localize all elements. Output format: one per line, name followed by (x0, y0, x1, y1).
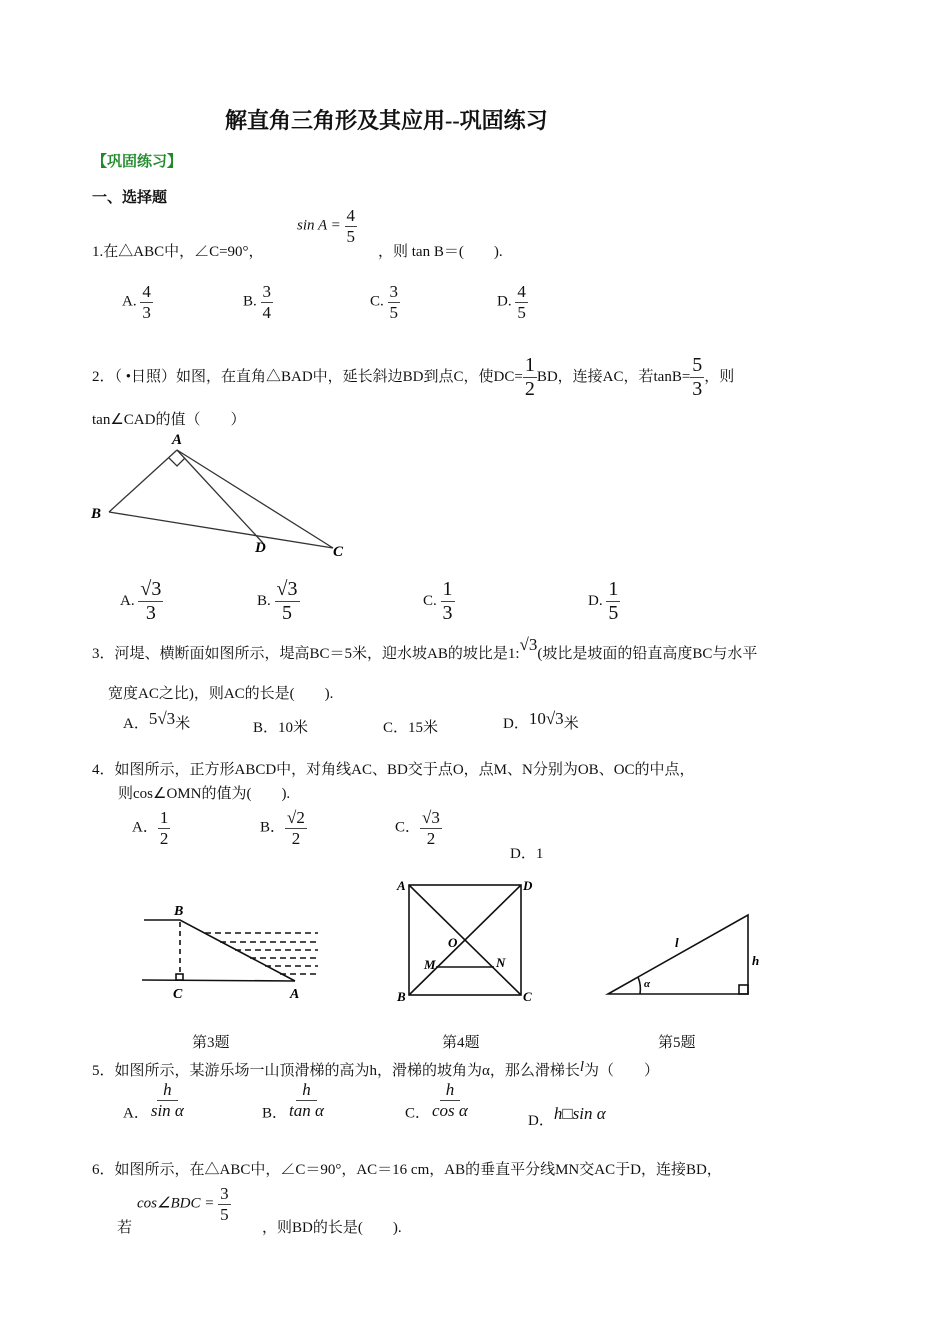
q6-given-den: 5 (220, 1204, 229, 1224)
option-den: 3 (145, 602, 156, 624)
option-num: 1 (159, 808, 169, 827)
q2-option-d[interactable] (588, 578, 620, 625)
option-num: 3 (262, 282, 272, 301)
q5-option-d[interactable] (528, 1104, 606, 1130)
option-num: 4 (142, 282, 151, 301)
q3-option-d[interactable] (503, 709, 579, 733)
option-num: h (157, 1080, 178, 1101)
option-unit: 米 (293, 720, 309, 736)
fig5-label-h: h (752, 953, 760, 968)
q1-option-b[interactable] (243, 282, 273, 322)
q4-option-a[interactable] (132, 808, 170, 848)
q2-triangle-figure (85, 428, 355, 563)
q2-text-b: BD，连接AC，若tanB= (536, 368, 691, 385)
option-label: B． (262, 1105, 288, 1122)
q3-line2: 宽度AC之比)，则AC的长是( ). (108, 686, 334, 702)
section-heading: 一、选择题 (92, 190, 168, 206)
option-label: D. (588, 592, 603, 609)
q3-line1 (92, 635, 758, 663)
option-label: D． (503, 716, 529, 732)
option-label: A． (123, 1105, 149, 1122)
option-num: √3 (276, 578, 298, 600)
q2-text-c: ，则 (704, 368, 735, 385)
q2-line2: tan∠CAD的值（ ） (92, 412, 246, 428)
q3-option-a[interactable] (123, 709, 191, 733)
option-label: C. (370, 293, 384, 310)
q4-option-d[interactable] (510, 842, 543, 863)
option-label: A． (123, 716, 149, 732)
option-den: 3 (442, 602, 453, 624)
q2-dc-num: 1 (524, 354, 535, 376)
q6-suffix: ，则BD的长是( ). (262, 1220, 402, 1236)
q2-text-a: 2．（ •日照）如图，在直角△BAD中，延长斜边BD到点C，使DC= (92, 368, 523, 385)
fig4-square (392, 875, 542, 1005)
option-label: B． (260, 819, 286, 836)
fig5-slide-triangle (600, 905, 775, 1005)
q3-ratio: √3 (519, 635, 538, 654)
q6-given-lhs: cos∠BDC = (137, 1195, 215, 1212)
option-label: A. (122, 293, 137, 310)
q2-line1 (92, 354, 734, 401)
fig3-label-a: A (290, 987, 300, 1002)
option-den: 5 (389, 302, 399, 322)
q4-line2: 则cos∠OMN的值为( ). (118, 786, 291, 802)
q3-option-b[interactable] (253, 716, 308, 737)
q4-option-b[interactable] (260, 808, 307, 848)
q3-line1-text: 3．河堤、横断面如图所示，堤高BC＝5米，迎水坡AB的坡比是1: (92, 646, 520, 662)
option-value: 5√3 (148, 709, 176, 728)
option-value: h□sin α (553, 1104, 606, 1123)
q2-label-c: C (333, 544, 344, 560)
q1-option-d[interactable] (497, 282, 528, 322)
page-title: 解直角三角形及其应用--巩固练习 (225, 108, 548, 133)
fig3-label-c: C (173, 987, 183, 1002)
fig5-label-alpha: α (644, 978, 651, 990)
option-num: √3 (422, 808, 440, 827)
fig4-label-o: O (448, 935, 458, 950)
option-den: cos α (432, 1100, 468, 1120)
fig4-label-a: A (397, 878, 406, 893)
q2-dc-den: 2 (524, 378, 535, 400)
option-label: C. (423, 592, 437, 609)
q5-text-a: 5．如图所示，某游乐场一山顶滑梯的高为h，滑梯的坡角为α，那么滑梯长 (92, 1063, 580, 1079)
option-num: √2 (287, 808, 305, 827)
q5-var: l (579, 1059, 585, 1075)
q3-option-c[interactable] (383, 716, 438, 737)
option-num: 1 (608, 578, 619, 600)
q2-tanb-den: 3 (692, 378, 703, 400)
q2-option-a[interactable] (120, 578, 163, 625)
option-label: B． (253, 720, 279, 736)
q5-option-a[interactable] (123, 1080, 186, 1122)
option-label: B. (243, 293, 257, 310)
option-label: D. (497, 293, 512, 310)
q3-line1-tail: (坡比是坡面的铅直高度BC与水平 (537, 646, 758, 662)
option-den: 5 (517, 302, 526, 322)
option-num: h (440, 1080, 461, 1101)
option-num: √3 (140, 578, 162, 600)
fig4-label-b: B (397, 989, 406, 1004)
q4-line1: 4．如图所示，正方形ABCD中，对角线AC、BD交于点O，点M、N分别为OB、OC的中点， (92, 762, 695, 778)
option-num: 1 (442, 578, 453, 600)
q2-option-c[interactable] (423, 578, 455, 625)
section-tag: 【巩固练习】 (92, 154, 183, 170)
q1-suffix: ，则 tan B＝( ). (378, 244, 503, 260)
option-den: 5 (608, 602, 619, 624)
q1-given-den: 5 (346, 226, 355, 246)
q1-given (297, 206, 357, 246)
option-den: 2 (291, 828, 301, 848)
option-den: tan α (289, 1100, 324, 1120)
option-label: D． (528, 1113, 554, 1129)
fig3-caption: 第3题 (192, 1035, 230, 1051)
option-value: 1 (535, 846, 544, 862)
option-den: 3 (142, 302, 151, 322)
option-label: A. (120, 592, 135, 609)
option-value: 10 (278, 720, 294, 736)
q6-line1: 6．如图所示，在△ABC中，∠C＝90°，AC＝16 cm，AB的垂直平分线MN交AC于D，连接BD， (92, 1162, 722, 1178)
fig4-label-m: M (424, 957, 436, 972)
option-unit: 米 (175, 716, 191, 732)
option-value: 15 (408, 720, 424, 736)
q2-label-b: B (91, 506, 102, 522)
q5-option-b[interactable] (262, 1080, 326, 1122)
option-num: h (296, 1080, 317, 1101)
q1-prefix: 1.在△ABC中，∠C=90°， (92, 244, 264, 260)
q5-text-b: 为（ ） (584, 1063, 660, 1079)
fig4-label-d: D (523, 878, 533, 893)
fig4-label-n: N (496, 955, 506, 970)
q4-option-c[interactable] (395, 808, 442, 848)
q5-option-c[interactable] (405, 1080, 470, 1122)
option-value: 10√3 (528, 709, 564, 728)
option-den: 4 (262, 302, 272, 322)
option-den: 2 (426, 828, 436, 848)
option-den: 5 (282, 602, 292, 624)
option-num: 4 (517, 282, 526, 301)
option-num: 3 (389, 282, 399, 301)
q2-label-d: D (255, 540, 266, 556)
option-den: 2 (159, 828, 169, 848)
fig5-caption: 第5题 (658, 1035, 696, 1051)
fig4-label-c: C (523, 989, 532, 1004)
fig3-label-b: B (174, 904, 184, 919)
q1-given-num: 4 (346, 206, 355, 225)
q5-text (92, 1059, 659, 1080)
q6-ruo: 若 (117, 1220, 133, 1236)
option-label: C． (405, 1105, 431, 1122)
fig4-caption: 第4题 (442, 1035, 480, 1051)
q1-option-a[interactable] (122, 282, 153, 322)
q1-given-lhs: sin A = (297, 217, 341, 234)
option-unit: 米 (563, 716, 579, 732)
option-den: sin α (150, 1100, 184, 1120)
q6-given-num: 3 (220, 1184, 229, 1203)
option-label: B. (257, 592, 271, 609)
fig5-label-l: l (675, 935, 679, 950)
option-label: A． (132, 819, 158, 836)
q2-tanb-num: 5 (692, 354, 703, 376)
q1-option-c[interactable] (370, 282, 400, 322)
q2-option-b[interactable] (257, 578, 300, 625)
q2-label-a: A (172, 432, 183, 448)
fig3-embankment (140, 900, 330, 1005)
q6-given (137, 1184, 231, 1224)
option-label: C． (383, 720, 409, 736)
option-label: C． (395, 819, 421, 836)
option-label: D． (510, 846, 536, 862)
option-unit: 米 (423, 720, 439, 736)
